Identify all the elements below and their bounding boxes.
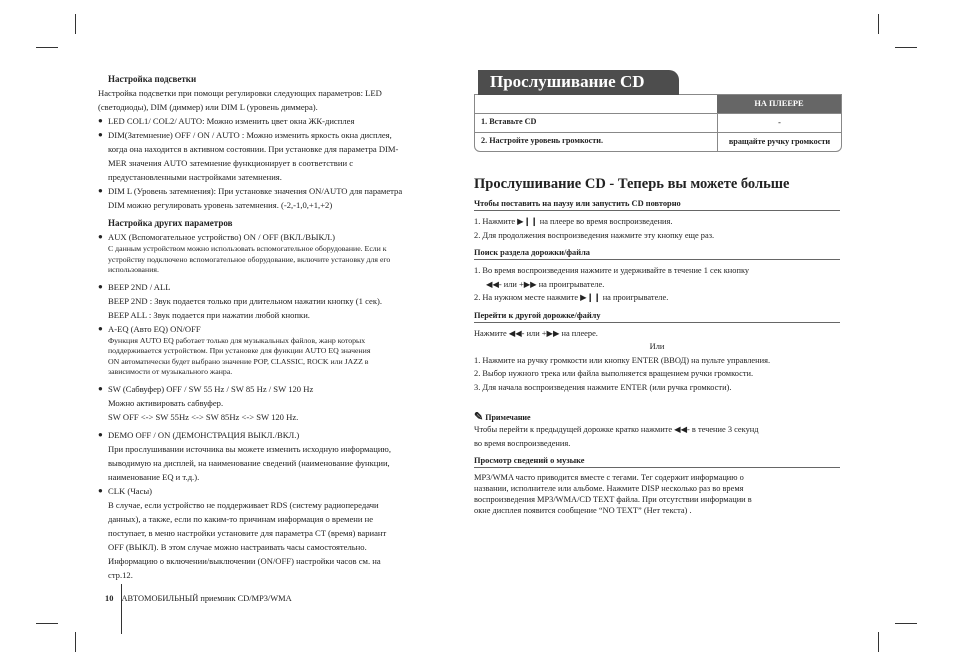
table-header-row bbox=[475, 95, 841, 113]
text-line: во время воспроизведения. bbox=[474, 438, 571, 448]
text-line: MP3/WMA часто приводится вместе с тегами. Тег содержит информацию о bbox=[474, 473, 744, 482]
text-line: ◀◀- или +▶▶ на проигрывателе. bbox=[486, 279, 605, 289]
text-line: 2. Выбор нужного трека или файла выполняется вращением ручки громкости. bbox=[474, 369, 754, 378]
text-line: ● DEMO OFF / ON (ДЕМОНСТРАЦИЯ ВЫКЛ./ВКЛ.) bbox=[108, 429, 300, 440]
text-line: 1. Нажмите ▶❙❙ на плеере во время воспроизведения. bbox=[474, 217, 673, 226]
section-heading: Настройка других параметров bbox=[108, 218, 233, 228]
subsection-heading: Чтобы поставить на паузу или запустить CD повторно bbox=[474, 199, 840, 211]
note-label: Примечание bbox=[485, 413, 531, 422]
text-line: Настройка подсветки при помощи регулировки следующих параметров: LED bbox=[98, 88, 382, 98]
left-column bbox=[98, 72, 463, 582]
text-line: Или bbox=[649, 342, 665, 351]
text-line: ● AUX (Вспомогательное устройство) ON / OFF (ВКЛ./ВЫКЛ.) bbox=[108, 232, 336, 242]
bullet-item bbox=[98, 184, 463, 212]
text-line: ● DIM(Затемнение) OFF / ON / AUTO : Можно изменить яркость окна дисплея, bbox=[108, 130, 392, 140]
text-line: поддерживается устройством. При установке для функции AUTO EQ значения bbox=[108, 346, 371, 355]
text-line: ON автоматически будет выбрано значение POP, CLASSIC, ROCK или JAZZ в bbox=[108, 356, 369, 366]
text-line: данных), а также, если по каким-то причинам информация о времени не bbox=[108, 513, 374, 524]
section-tab-title: Прослушивание CD bbox=[478, 70, 679, 95]
text-line: ● SW (Сабвуфер) OFF / SW 55 Hz / SW 85 Hz / SW 120 Hz bbox=[108, 383, 314, 394]
text-line: BEEP ALL : Звук подается при нажатии любой кнопки. bbox=[108, 309, 310, 320]
text-line: MER значения AUTO затемнение функционирует в соответствии с bbox=[108, 158, 354, 168]
text-line: OFF (ВЫКЛ). В этом случае можно настраивать часы самостоятельно. bbox=[108, 541, 367, 552]
text-line: ● BEEP 2ND / ALL bbox=[108, 281, 171, 292]
subsection-heading: Просмотр сведений о музыке bbox=[474, 456, 840, 468]
text-line: С данным устройством можно использовать вспомогательное оборудование. Если к bbox=[108, 244, 387, 253]
text-line: поступает, в меню настройки установите для параметра CT (время) вариант bbox=[108, 527, 387, 538]
text-line: ● A-EQ (Авто EQ) ON/OFF bbox=[108, 323, 201, 334]
text-line: названии, исполнителе или альбоме. Нажмите DISP несколько раз во время bbox=[474, 484, 744, 493]
text-line: окне дисплея появится сообщение “NO TEXT” (Нет текста) . bbox=[474, 506, 692, 515]
text-line: Можно активировать сабвуфер. bbox=[108, 397, 224, 408]
crop-mark bbox=[36, 623, 58, 624]
text-line: BEEP 2ND : Звук подается только при длительном нажатии кнопку (1 сек). bbox=[108, 295, 383, 306]
text-line: В случае, если устройство не поддерживает RDS (систему радиопередачи bbox=[108, 499, 379, 510]
text-line: устройству подключено вспомогательное оборудование, включите установку для его bbox=[108, 254, 391, 264]
text-line: наименование EQ и т.д.). bbox=[108, 471, 200, 482]
text-line: предустановленными настройками затемнения. bbox=[108, 172, 282, 182]
text-line: выводимую на дисплей, на наименование сведений (наименование функции, bbox=[108, 457, 390, 468]
text-line: 1. Во время воспроизведения нажмите и удерживайте в течение 1 сек кнопку bbox=[474, 266, 750, 275]
text-line: Чтобы перейти к предыдущей дорожке кратко нажмите ◀◀- в течение 3 секунд bbox=[474, 425, 759, 434]
footer-rule bbox=[121, 584, 122, 634]
table-row bbox=[475, 113, 841, 132]
text-line: ● DIM L (Уровень затемнения): При установке значения ON/AUTO для параметра bbox=[108, 186, 403, 196]
bullet-item bbox=[98, 322, 463, 378]
table-cell: вращайте ручку громкости bbox=[728, 137, 831, 146]
crop-mark bbox=[878, 632, 879, 652]
crop-mark bbox=[895, 47, 917, 48]
bullet-item bbox=[98, 114, 463, 128]
text-line: воспроизведения MP3/WMA/CD TEXT файла. При отсутствии информации в bbox=[474, 495, 752, 504]
text-line: когда она находится в активном состоянии. При установке для параметра DIM- bbox=[108, 144, 399, 154]
bullet-item bbox=[98, 484, 463, 582]
note-heading bbox=[474, 410, 840, 423]
page-footer bbox=[105, 594, 292, 603]
text-line: (светодиоды), DIM (диммер) или DIM L (уровень диммера). bbox=[98, 102, 318, 112]
text-line: 3. Для начала воспроизведения нажмите ENTER (или ручка громкости). bbox=[474, 382, 732, 392]
subsection-heading: Перейти к другой дорожке/файлу bbox=[474, 311, 840, 323]
instruction-table bbox=[474, 94, 842, 152]
table-header: НА ПЛЕЕРЕ bbox=[717, 95, 841, 113]
text-line: Информацию о включении/выключении (ON/OFF) настройки часов см. на bbox=[108, 555, 381, 566]
table-cell: - bbox=[778, 118, 781, 127]
bullet-item bbox=[98, 230, 463, 276]
text-line: При прослушивании источника вы можете изменить исходную информацию, bbox=[108, 443, 391, 454]
table-cell: 1. Вставьте CD bbox=[475, 114, 718, 132]
text-line: 2. На нужном месте нажмите ▶❙❙ на проигрывателе. bbox=[474, 293, 669, 302]
bullet-item bbox=[98, 428, 463, 484]
text-line: 2. Для продолжения воспроизведения нажмите эту кнопку еще раз. bbox=[474, 230, 715, 240]
text-line: LED COL1/ COL2/ AUTO: Можно изменить цвет окна ЖК-дисплея bbox=[108, 116, 355, 126]
bullet-item bbox=[98, 280, 463, 322]
crop-mark bbox=[895, 623, 917, 624]
paragraph bbox=[98, 86, 463, 114]
text-line: Функция AUTO EQ работает только для музыкальных файлов, жанр которых bbox=[108, 335, 366, 345]
crop-mark bbox=[878, 14, 879, 34]
bullet-item bbox=[98, 128, 463, 184]
section-heading: Настройка подсветки bbox=[108, 74, 197, 84]
text-line: 1. Нажмите на ручку громкости или кнопку ENTER (ВВОД) на пульте управления. bbox=[474, 355, 771, 365]
table-cell: 2. Настройте уровень громкости. bbox=[475, 133, 718, 151]
pencil-note-icon: ✎ bbox=[474, 411, 484, 423]
bullet-item bbox=[98, 382, 463, 424]
table-row bbox=[475, 132, 841, 151]
crop-mark bbox=[36, 47, 58, 48]
text-line: зависимости от музыкального жанра. bbox=[108, 367, 233, 376]
text-line: использования. bbox=[108, 265, 159, 274]
footer-text: АВТОМОБИЛЬНЫЙ приемник CD/MP3/WMA bbox=[121, 594, 292, 603]
crop-mark bbox=[75, 14, 76, 34]
text-line: Нажмите ◀◀- или +▶▶ на плеере. bbox=[474, 328, 598, 338]
right-column bbox=[474, 70, 840, 516]
text-line: SW OFF <-> SW 55Hz <-> SW 85Hz <-> SW 120 Hz. bbox=[108, 411, 299, 422]
text-line: стр.12. bbox=[108, 569, 133, 580]
subsection-heading: Поиск раздела дорожки/файла bbox=[474, 248, 840, 260]
text-line: DIM можно регулировать уровень затемнения. (-2,-1,0,+1,+2) bbox=[108, 200, 333, 210]
page-number: 10 bbox=[105, 594, 114, 603]
text-line: ● CLK (Часы) bbox=[108, 485, 153, 496]
crop-mark bbox=[75, 632, 76, 652]
page-title: Прослушивание CD - Теперь вы можете больше bbox=[474, 176, 790, 192]
